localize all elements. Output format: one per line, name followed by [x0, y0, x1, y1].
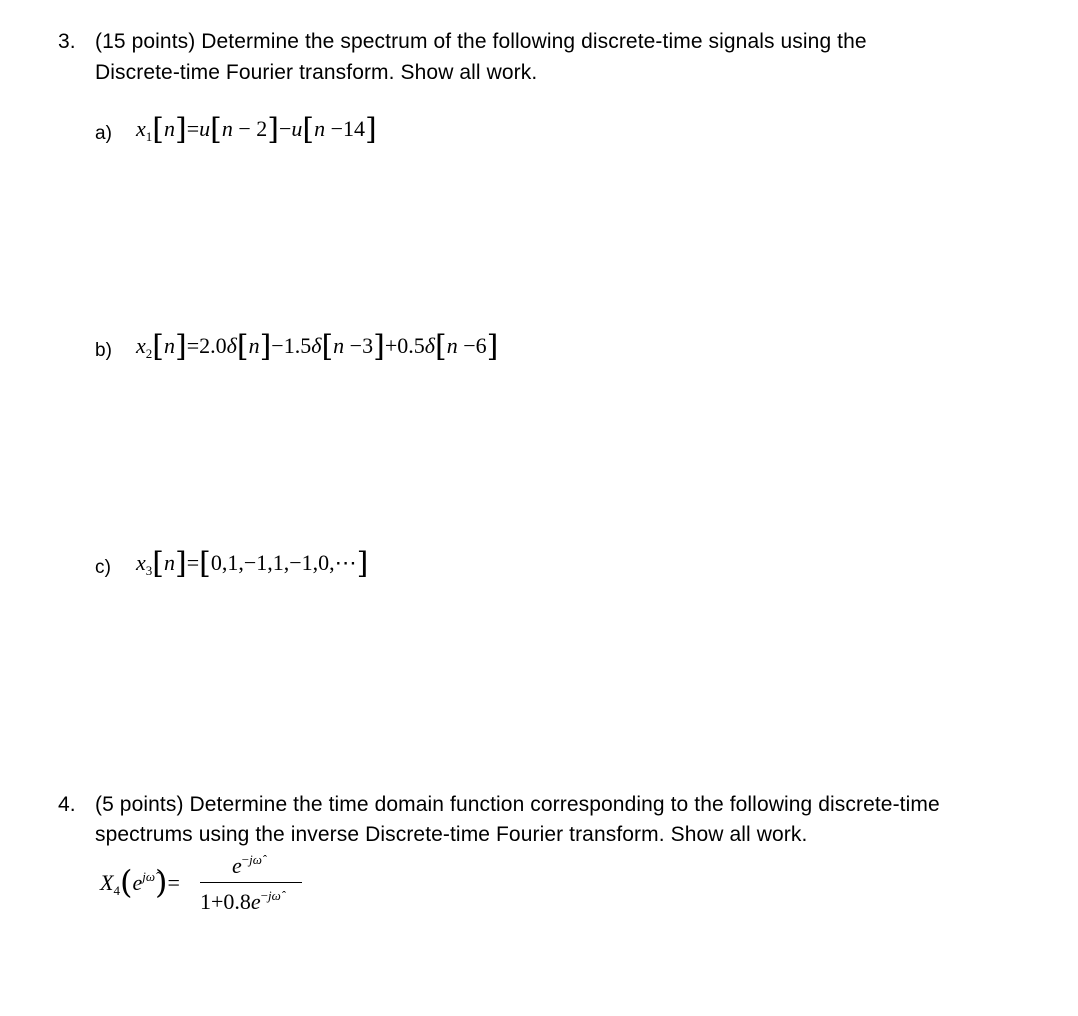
q4-lhs: $X_4(e^{j\omegâ})=$ — [100, 863, 180, 901]
question-4-number: 4. — [58, 793, 76, 816]
q4-fraction-bar — [200, 882, 302, 883]
question-4-line-1: (5 points) Determine the time domain function corresponding to the following discrete-time — [95, 793, 940, 816]
part-a-equation: $x_1[n]=u[n - 2]-u[n -14]$ — [136, 112, 377, 147]
part-b-equation: $x_2[n]=2.0\delta[n]-1.5\delta[n -3]+0.5\delta[n -6]$ — [136, 329, 499, 364]
question-3-line-1: (15 points) Determine the spectrum of the following discrete-time signals using the — [95, 30, 867, 53]
q4-numerator: $e^{-j\omegâ}$ — [232, 852, 262, 878]
part-c-equation: $x_3[n]=[0,1,-1,1,-1,0,\cdots]$ — [136, 546, 369, 581]
question-3-number: 3. — [58, 30, 76, 53]
question-3-line-2: Discrete-time Fourier transform. Show all work. — [95, 61, 538, 84]
q4-denominator: $1+0.8e^{-j\omegâ}$ — [200, 888, 281, 914]
q4-equation — [100, 852, 340, 922]
part-c-label: c) — [95, 557, 112, 578]
question-4-line-2: spectrums using the inverse Discrete-time Fourier transform. Show all work. — [95, 823, 808, 846]
part-a-label: a) — [95, 123, 113, 144]
part-b-label: b) — [95, 340, 113, 361]
